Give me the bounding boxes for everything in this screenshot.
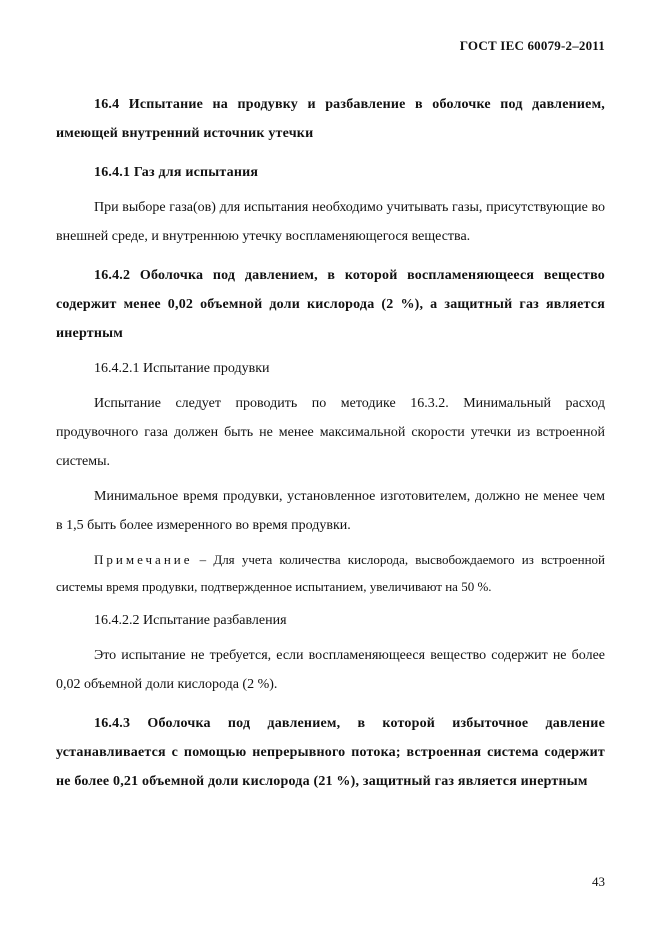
section-16-4-2-heading: 16.4.2 Оболочка под давлением, в которой воспламеняющееся вещество содержит менее 0,02 объемной доли кислорода (2 %), а защитный газ является инертным bbox=[56, 268, 605, 341]
section-16-4-2-1-paragraph-1: Испытание следует проводить по методике 16.3.2. Минимальный расход продувочного газа должен быть не менее максимальной скорости утечки из встроенной системы. bbox=[56, 396, 605, 469]
note-label: Примечание bbox=[94, 552, 193, 567]
note-paragraph bbox=[56, 546, 605, 600]
section-16-4-2-1-paragraph-2: Минимальное время продувки, установленное изготовителем, должно не менее чем в 1,5 быть более измеренного во время продувки. bbox=[56, 489, 605, 533]
section-16-4-3-heading: 16.4.3 Оболочка под давлением, в которой избыточное давление устанавливается с помощью непрерывного потока; встроенная система содержит не более 0,21 объемной доли кислорода (21 %), защитный газ является инертным bbox=[56, 716, 605, 789]
section-16-4-heading: 16.4 Испытание на продувку и разбавление в оболочке под давлением, имеющей внутренний источник утечки bbox=[56, 97, 605, 141]
section-16-4-1-heading: 16.4.1 Газ для испытания bbox=[94, 165, 259, 180]
document-body bbox=[56, 90, 605, 796]
section-16-4-2-2-paragraph: Это испытание не требуется, если воспламеняющееся вещество содержит не более 0,02 объемной доли кислорода (2 %). bbox=[56, 648, 605, 692]
section-16-4-2-1-heading: 16.4.2.1 Испытание продувки bbox=[94, 361, 270, 376]
note-text: – Для учета количества кислорода, высвобождаемого из встроенной системы время продувки, подтвержденное испытанием, увеличивают на 50 %. bbox=[56, 552, 605, 594]
section-16-4-2-2-heading: 16.4.2.2 Испытание разбавления bbox=[94, 613, 287, 628]
document-header: ГОСТ IEC 60079-2–2011 bbox=[459, 38, 605, 53]
page-number: 43 bbox=[592, 874, 605, 889]
section-16-4-1-paragraph: При выборе газа(ов) для испытания необходимо учитывать газы, присутствующие во внешней среде, и внутреннюю утечку воспламеняющегося вещества. bbox=[56, 200, 605, 244]
